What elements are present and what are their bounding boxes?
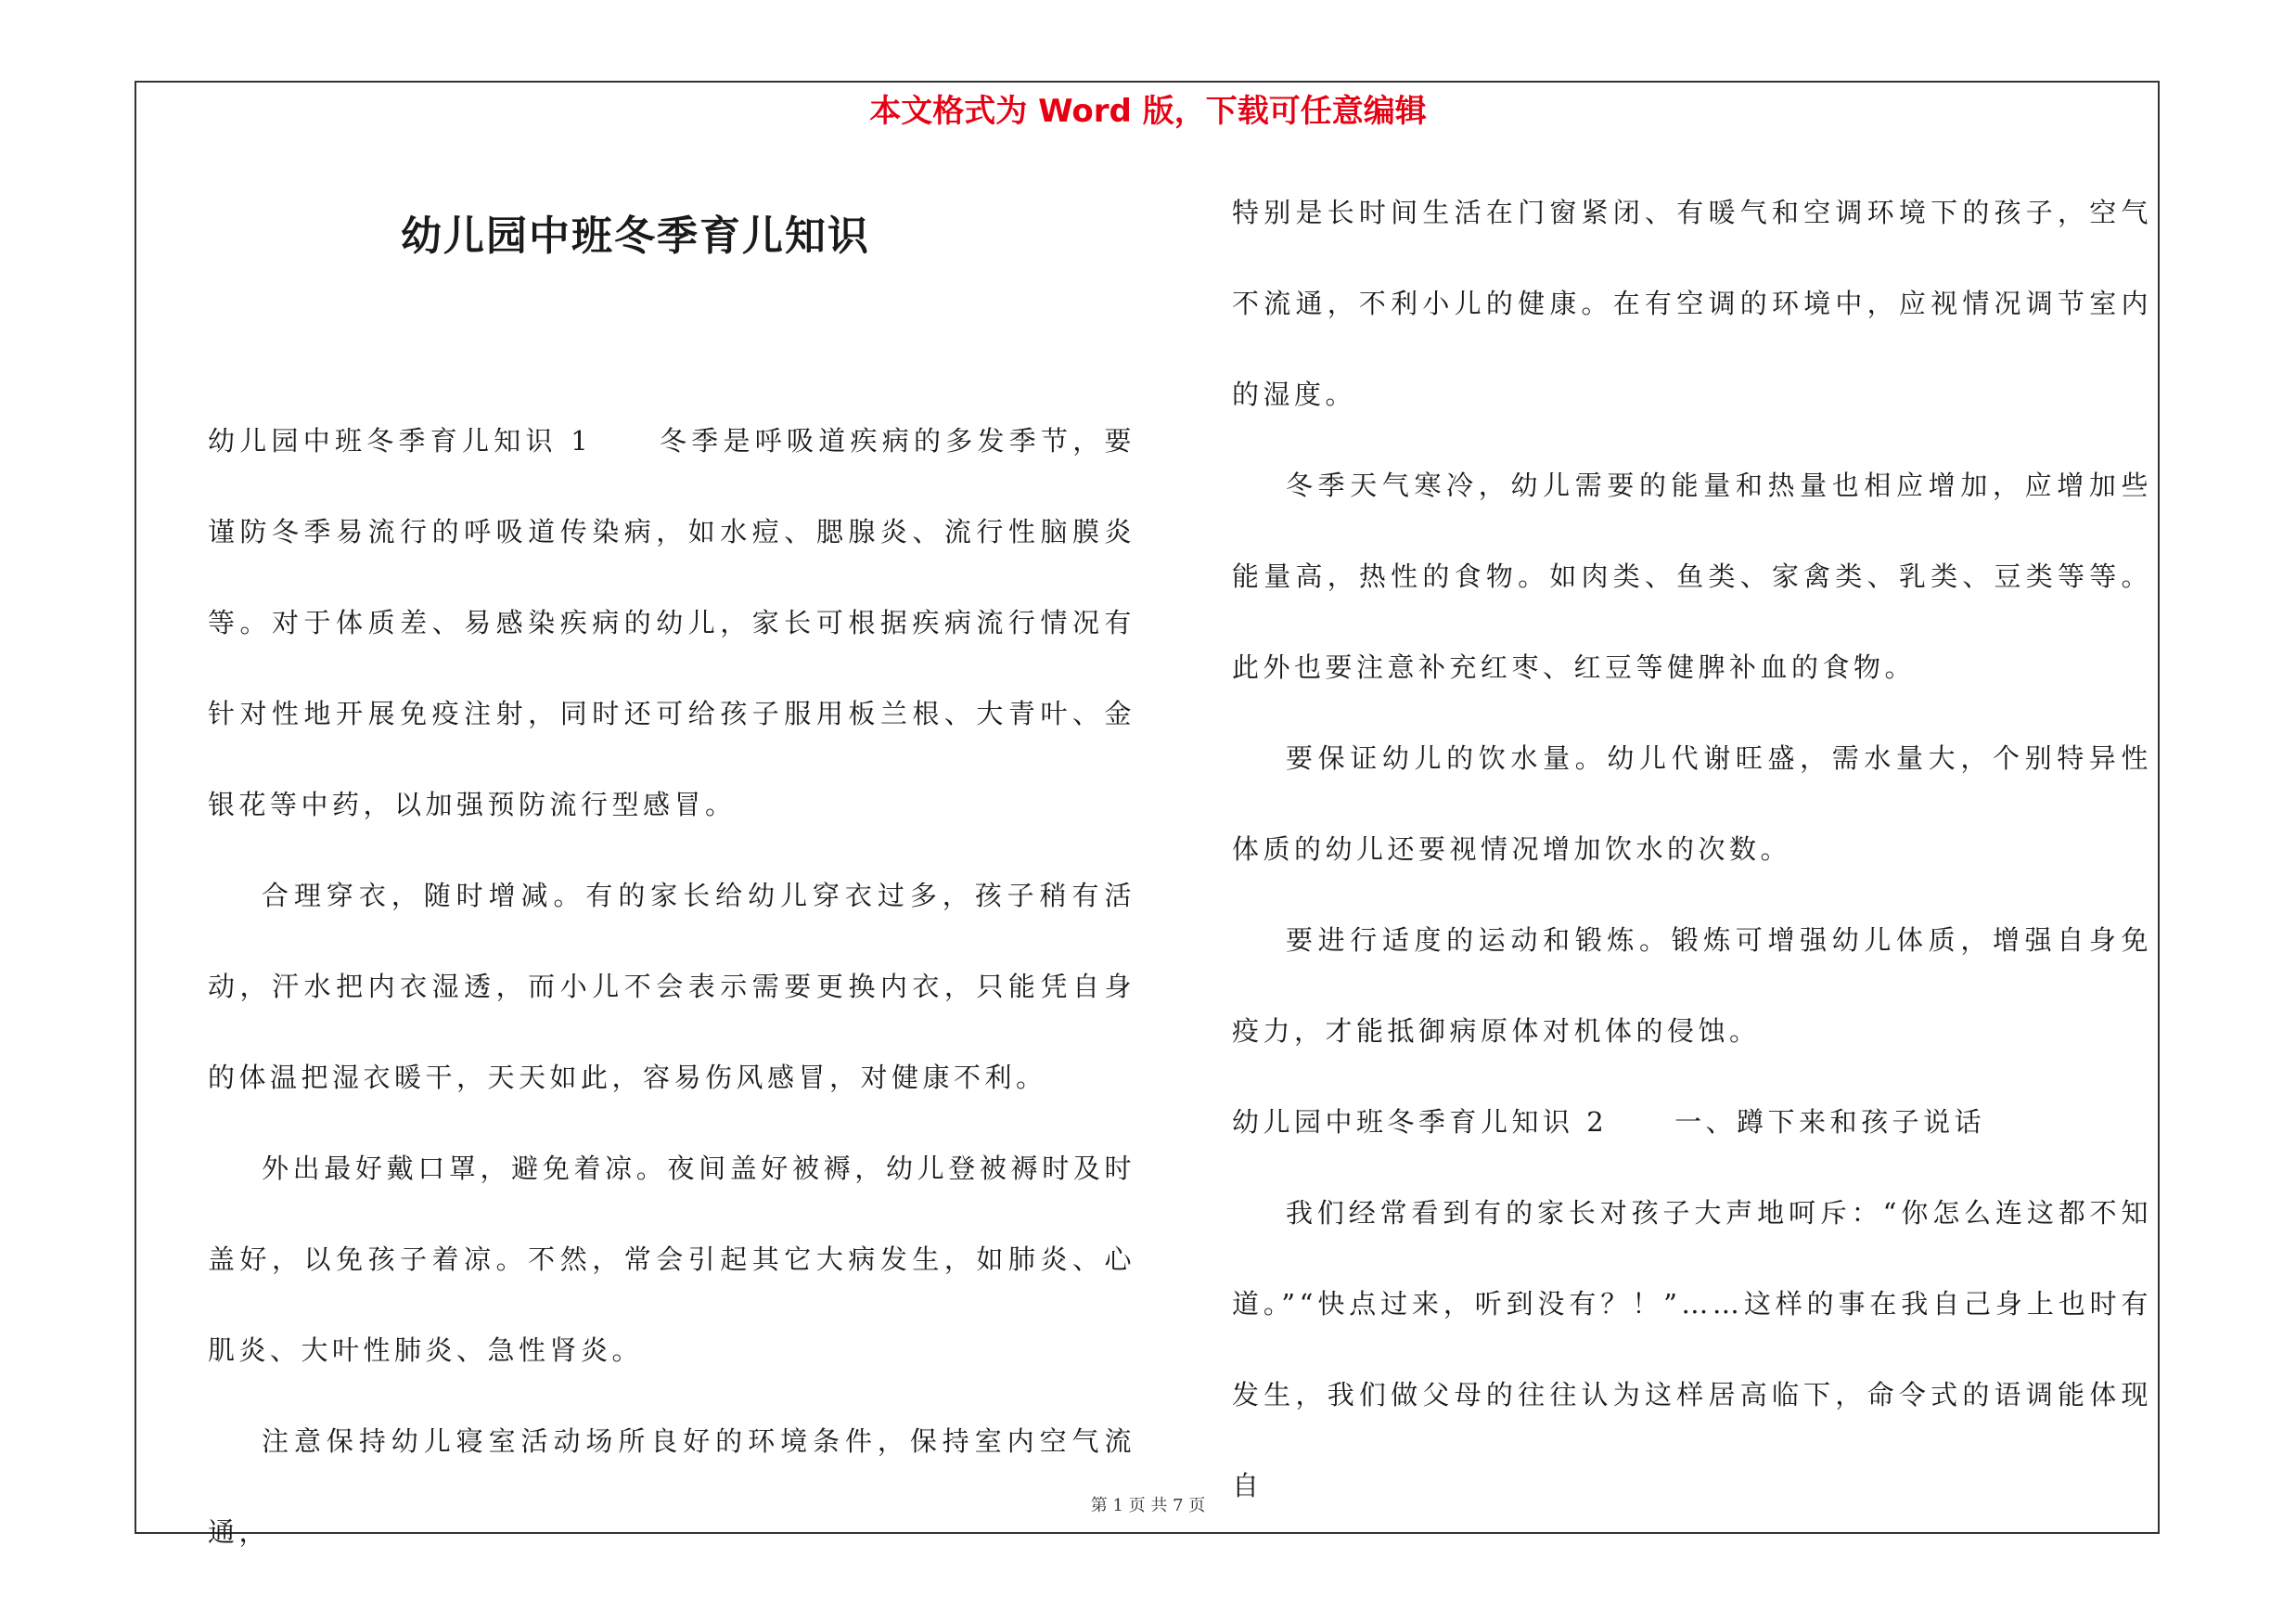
page-number-footer: 第 1 页 共 7 页 [1090, 1496, 1206, 1515]
section-2-intro: 一、蹲下来和孩子说话 [1674, 1106, 1986, 1138]
right-column [1232, 167, 2152, 1531]
paragraph-diet: 冬季天气寒冷，幼儿需要的能量和热量也相应增加，应增加些能量高，热性的食物。如肉类、鱼类、家禽类、乳类、豆类等等。此外也要注意补充红枣、红豆等健脾补血的食物。 [1232, 470, 2152, 683]
document-title: 幼儿园中班冬季育儿知识 [401, 213, 870, 260]
paragraph-exercise: 要进行适度的运动和锻炼。锻炼可增强幼儿体质，增强自身免疫力，才能抵御病原体对机体的侵蚀。 [1232, 924, 2152, 1047]
paragraph-water: 要保证幼儿的饮水量。幼儿代谢旺盛，需水量大，个别特异性体质的幼儿还要视情况增加饮水的次数。 [1232, 742, 2152, 865]
word-format-banner: 本文格式为 Word 版，下载可任意编辑 [869, 93, 1427, 130]
paragraph-mask: 外出最好戴口罩，避免着凉。夜间盖好被褥，幼儿登被褥时及时盖好，以免孩子着凉。不然，常会引起其它大病发生，如肺炎、心肌炎、大叶性肺炎、急性肾炎。 [208, 1153, 1135, 1366]
section-1-paragraph [208, 395, 1135, 850]
paragraph-clothing: 合理穿衣，随时增减。有的家长给幼儿穿衣过多，孩子稍有活动，汗水把内衣湿透，而小儿不会表示需要更换内衣，只能凭自身的体温把湿衣暖干，天天如此，容易伤风感冒，对健康不利。 [208, 880, 1135, 1093]
paragraph-environment-continued: 特别是长时间生活在门窗紧闭、有暖气和空调环境下的孩子，空气不流通，不利小儿的健康。在有空调的环境中，应视情况调节室内的湿度。 [1232, 197, 2152, 410]
section-1-intro: 冬季是呼吸道疾病的多发季节，要谨防冬季易流行的呼吸道传染病，如水痘、腮腺炎、流行性脑膜炎等。对于体质差、易感染疾病的幼儿，家长可根据疾病流行情况有针对性地开展免疫注射，同时还可给孩子服用板兰根、大青叶、金银花等中药，以加强预防流行型感冒。 [208, 425, 1135, 820]
left-column [208, 395, 1135, 1578]
section-2-paragraph [1232, 1076, 2152, 1167]
paragraph-talking: 我们经常看到有的家长对孩子大声地呵斥：“你怎么连这都不知道。”“快点过来，听到没有？！”……这样的事在我自己身上也时有发生，我们做父母的往往认为这样居高临下，命令式的语调能体现自 [1232, 1197, 2152, 1501]
section-1-heading: 幼儿园中班冬季育儿知识 1 [208, 425, 593, 457]
paragraph-environment: 注意保持幼儿寝室活动场所良好的环境条件，保持室内空气流通， [208, 1425, 1135, 1548]
section-2-heading: 幼儿园中班冬季育儿知识 2 [1232, 1106, 1609, 1138]
